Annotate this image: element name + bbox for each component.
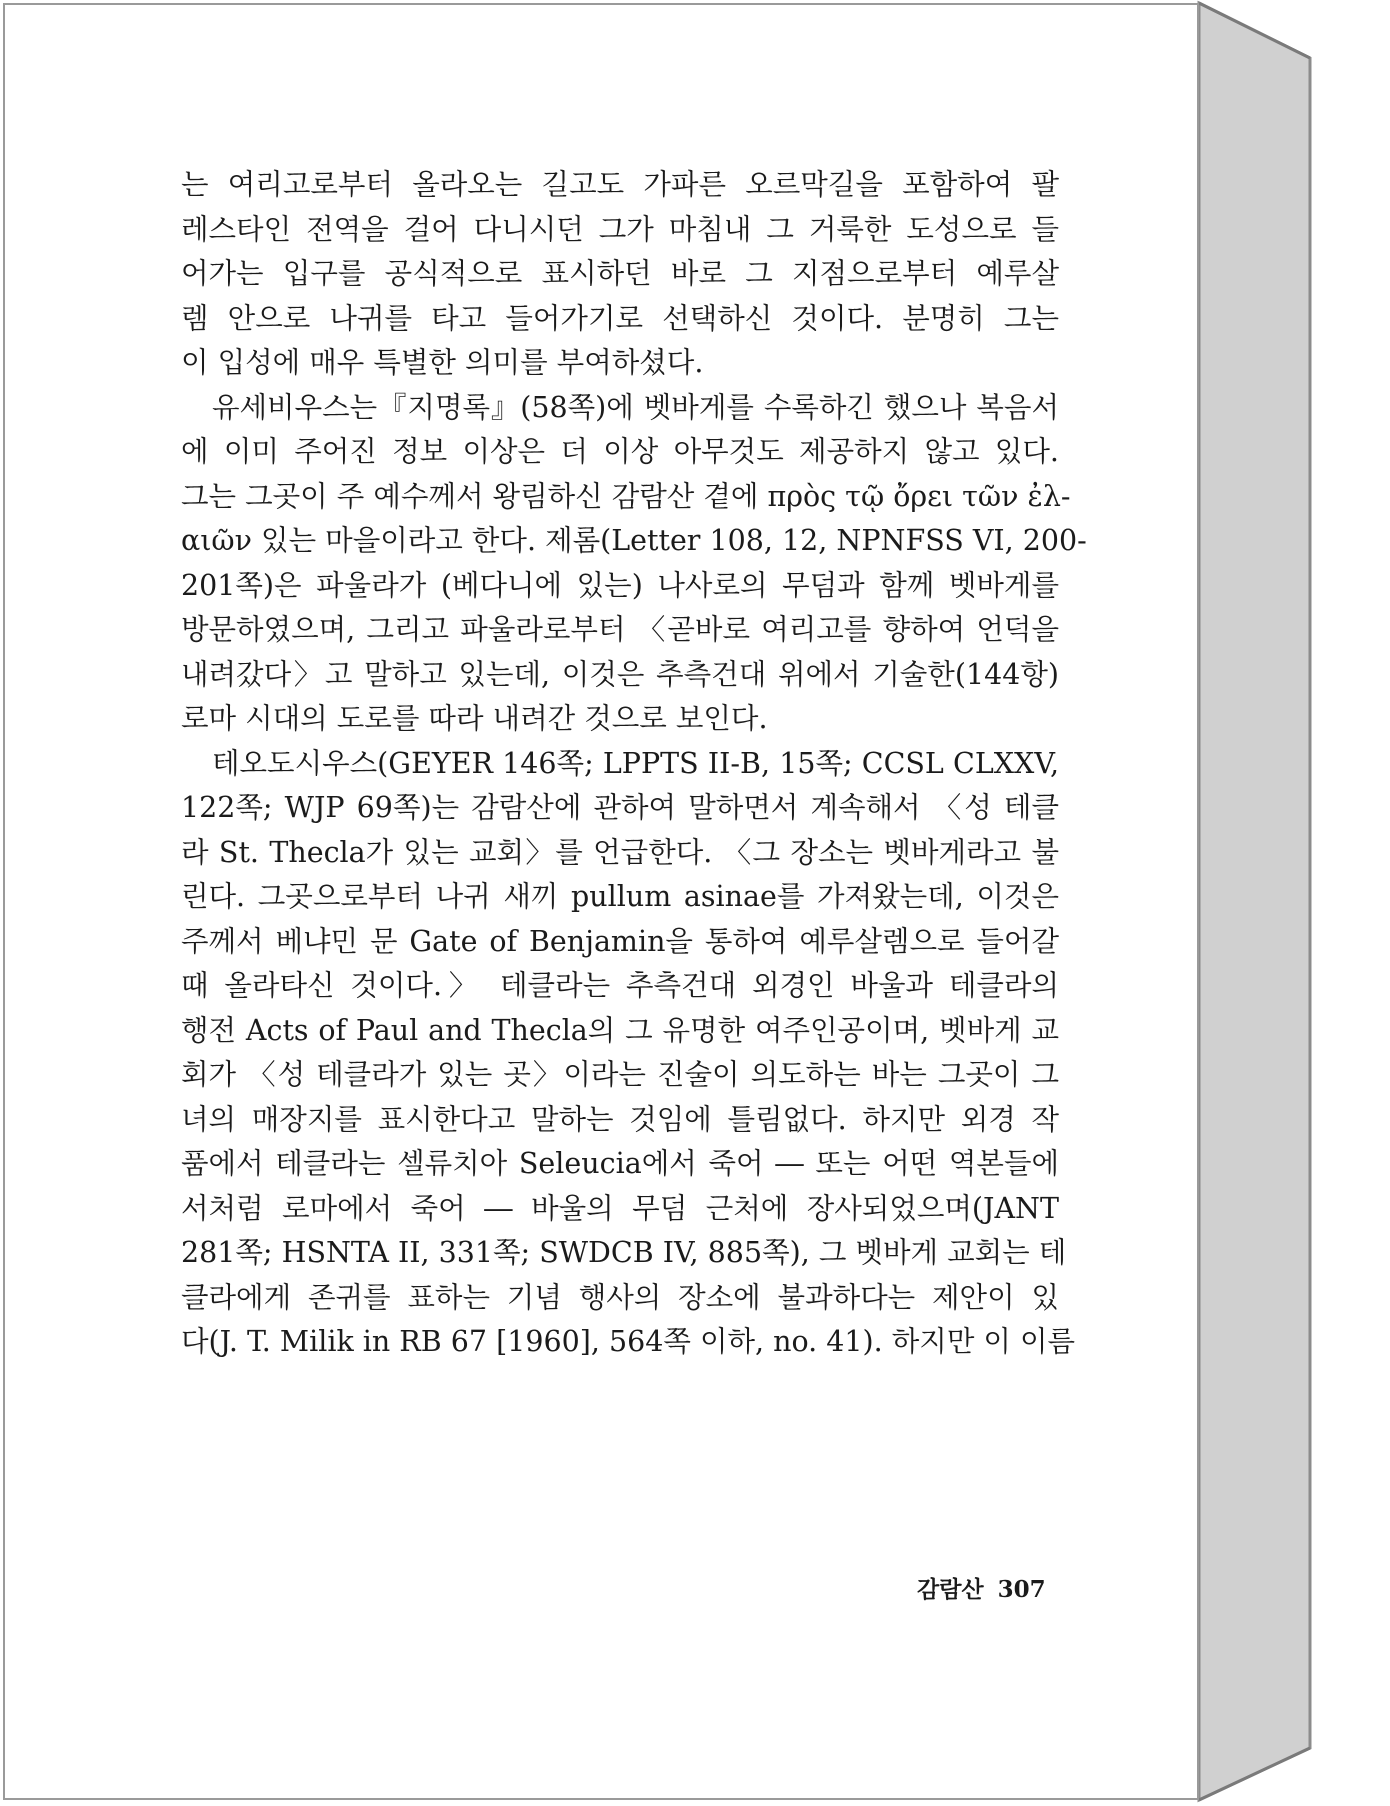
text-line: 122쪽; WJP 69쪽)는 감람산에 관하여 말하면서 계속해서 〈성 테클 [181, 791, 1059, 824]
body-text [181, 163, 1087, 1365]
running-footer [917, 1571, 1046, 1604]
text-line: 그는 그곳이 주 예수께서 왕림하신 감람산 곁에 πρὸς τῷ ὄρει τῶν ἐλ- [181, 479, 1071, 513]
text-line: 행전 Acts of Paul and Thecla의 그 유명한 여주인공이며, 벳바게 교 [181, 1013, 1059, 1047]
text-line: 방문하였으며, 그리고 파울라로부터 〈곧바로 여리고를 향하여 언덕을 [181, 613, 1059, 646]
text-line: 이 입성에 매우 특별한 의미를 부여하셨다. [181, 346, 704, 379]
text-line: 품에서 테클라는 셀류치아 Seleucia에서 죽어 ― 또는 어떤 역본들에 [181, 1147, 1059, 1180]
text-line: 에 이미 주어진 정보 이상은 더 이상 아무것도 제공하지 않고 있다. [181, 435, 1059, 468]
document-page [3, 3, 1199, 1800]
text-line: 내려갔다〉고 말하고 있는데, 이것은 추측건대 위에서 기술한(144항) [181, 657, 1059, 691]
text-line: 주께서 베냐민 문 Gate of Benjamin을 통하여 예루살렘으로 들어갈 [181, 924, 1059, 958]
text-line: αιῶν 있는 마을이라고 한다. 제롬(Letter 108, 12, NPNFSS VI, 200- [181, 524, 1087, 557]
text-line: 린다. 그곳으로부터 나귀 새끼 pullum asinae를 가져왔는데, 이것은 [181, 880, 1059, 913]
text-line: 어가는 입구를 공식적으로 표시하던 바로 그 지점으로부터 예루살 [181, 257, 1059, 290]
text-line: 테오도시우스(GEYER 146쪽; LPPTS II-B, 15쪽; CCSL CLXXV, [212, 746, 1059, 780]
text-line: 렘 안으로 나귀를 타고 들어가기로 선택하신 것이다. 분명히 그는 [181, 301, 1059, 335]
paragraph-2 [181, 386, 1087, 742]
text-line: 때 올라타신 것이다.〉 테클라는 추측건대 외경인 바울과 테클라의 [181, 969, 1059, 1002]
text-line: 유세비우스는『지명록』(58쪽)에 벳바게를 수록하긴 했으나 복음서 [212, 390, 1059, 424]
text-line: 로마 시대의 도로를 따라 내려간 것으로 보인다. [181, 702, 768, 735]
paragraph-1 [181, 163, 1059, 386]
paragraph-3 [181, 742, 1076, 1365]
text-line: 녀의 매장지를 표시한다고 말하는 것임에 틀림없다. 하지만 외경 작 [181, 1102, 1059, 1136]
text-line: 서처럼 로마에서 죽어 ― 바울의 무덤 근처에 장사되었으며(JANT [181, 1191, 1059, 1225]
text-line: 클라에게 존귀를 표하는 기념 행사의 장소에 불과하다는 제안이 있 [181, 1280, 1059, 1314]
text-line: 는 여리고로부터 올라오는 길고도 가파른 오르막길을 포함하여 팔 [181, 168, 1059, 201]
text-line: 281쪽; HSNTA II, 331쪽; SWDCB IV, 885쪽), 그 벳바게 교회는 테 [181, 1236, 1067, 1269]
page-number: 307 [997, 1576, 1046, 1603]
text-line: 라 St. Thecla가 있는 교회〉를 언급한다. 〈그 장소는 벳바게라고 불 [181, 835, 1059, 869]
text-line: 다(J. T. Milik in RB 67 [1960], 564쪽 이하, no. 41). 하지만 이 이름 [181, 1325, 1076, 1358]
text-line: 201쪽)은 파울라가 (베다니에 있는) 나사로의 무덤과 함께 벳바게를 [181, 568, 1059, 602]
text-line: 레스타인 전역을 걸어 다니시던 그가 마침내 그 거룩한 도성으로 들 [181, 212, 1059, 246]
running-title: 감람산 [917, 1576, 984, 1603]
text-line: 회가 〈성 테클라가 있는 곳〉이라는 진술이 의도하는 바는 그곳이 그 [181, 1058, 1059, 1091]
